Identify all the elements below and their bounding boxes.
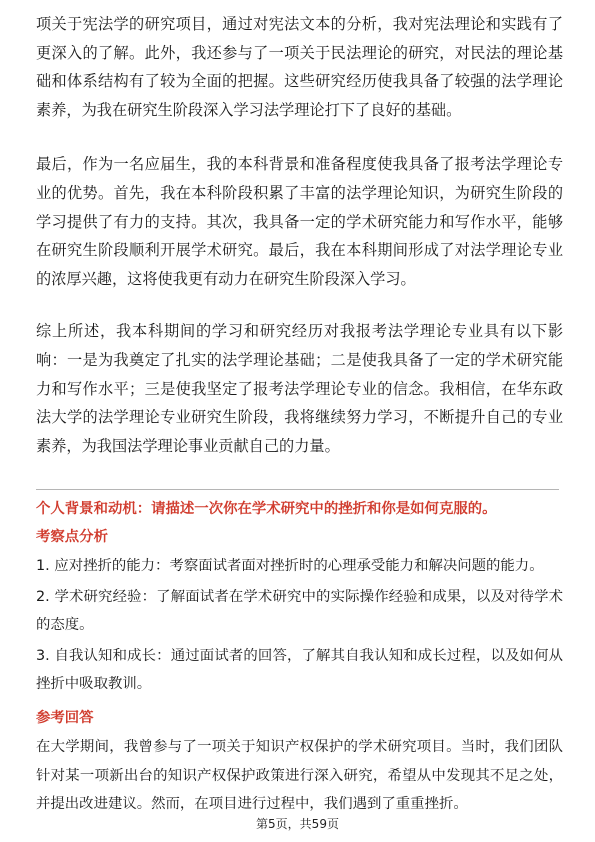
answer-text: 在大学期间，我曾参与了一项关于知识产权保护的学术研究项目。当时，我们团队针对某一项新出台的知识产权保护政策进行深入研究，希望从中发现其不足之处，并提出改进建议。然而，在项目进行过程中，我们遇到了重重挫折。	[36, 738, 563, 813]
analysis-item: 3. 自我认知和成长：通过面试者的回答，了解其自我认知和成长过程，以及如何从挫折中吸取教训。	[36, 647, 563, 693]
essay-body	[36, 10, 563, 460]
question-title: 个人背景和动机：请描述一次你在学术研究中的挫折和你是如何克服的。	[36, 501, 497, 517]
analysis-item: 2. 学术研究经验：了解面试者在学术研究中的实际操作经验和成果，以及对待学术的态度。	[36, 588, 563, 634]
page-number: 第5页，共59页	[256, 817, 339, 831]
answer-heading: 参考回答	[36, 709, 94, 726]
analysis-item: 1. 应对挫折的能力：考察面试者面对挫折时的心理承受能力和解决问题的能力。	[36, 558, 544, 574]
section-divider	[36, 489, 559, 490]
analysis-heading: 考察点分析	[36, 529, 108, 545]
paragraph-advantages: 最后，作为一名应届生，我的本科背景和准备程度使我具备了报考法学理论专业的优势。首先，我在本科阶段积累了丰富的法学理论知识，为研究生阶段的学习提供了有力的支持。其次，我具备一定的学术研究能力和写作水平，能够在研究生阶段顺利开展学术研究。最后，我在本科期间形成了对法学理论专业的浓厚兴趣，这将使我更有动力在研究生阶段深入学习。	[36, 155, 563, 288]
paragraph-research-experience: 项关于宪法学的研究项目，通过对宪法文本的分析，我对宪法理论和实践有了更深入的了解。此外，我还参与了一项关于民法理论的研究，对民法的理论基础和体系结构有了较为全面的把握。这些研究经历使我具备了较强的法学理论素养，为我在研究生阶段深入学习法学理论打下了良好的基础。	[36, 15, 563, 119]
interview-question-section	[36, 497, 563, 819]
paragraph-conclusion: 综上所述，我本科期间的学习和研究经历对我报考法学理论专业具有以下影响：一是为我奠定了扎实的法学理论基础；二是使我具备了一定的学术研究能力和写作水平；三是使我坚定了报考法学理论专业的信念。我相信，在华东政法大学的法学理论专业研究生阶段，我将继续努力学习，不断提升自己的专业素养，为我国法学理论事业贡献自己的力量。	[36, 322, 563, 455]
